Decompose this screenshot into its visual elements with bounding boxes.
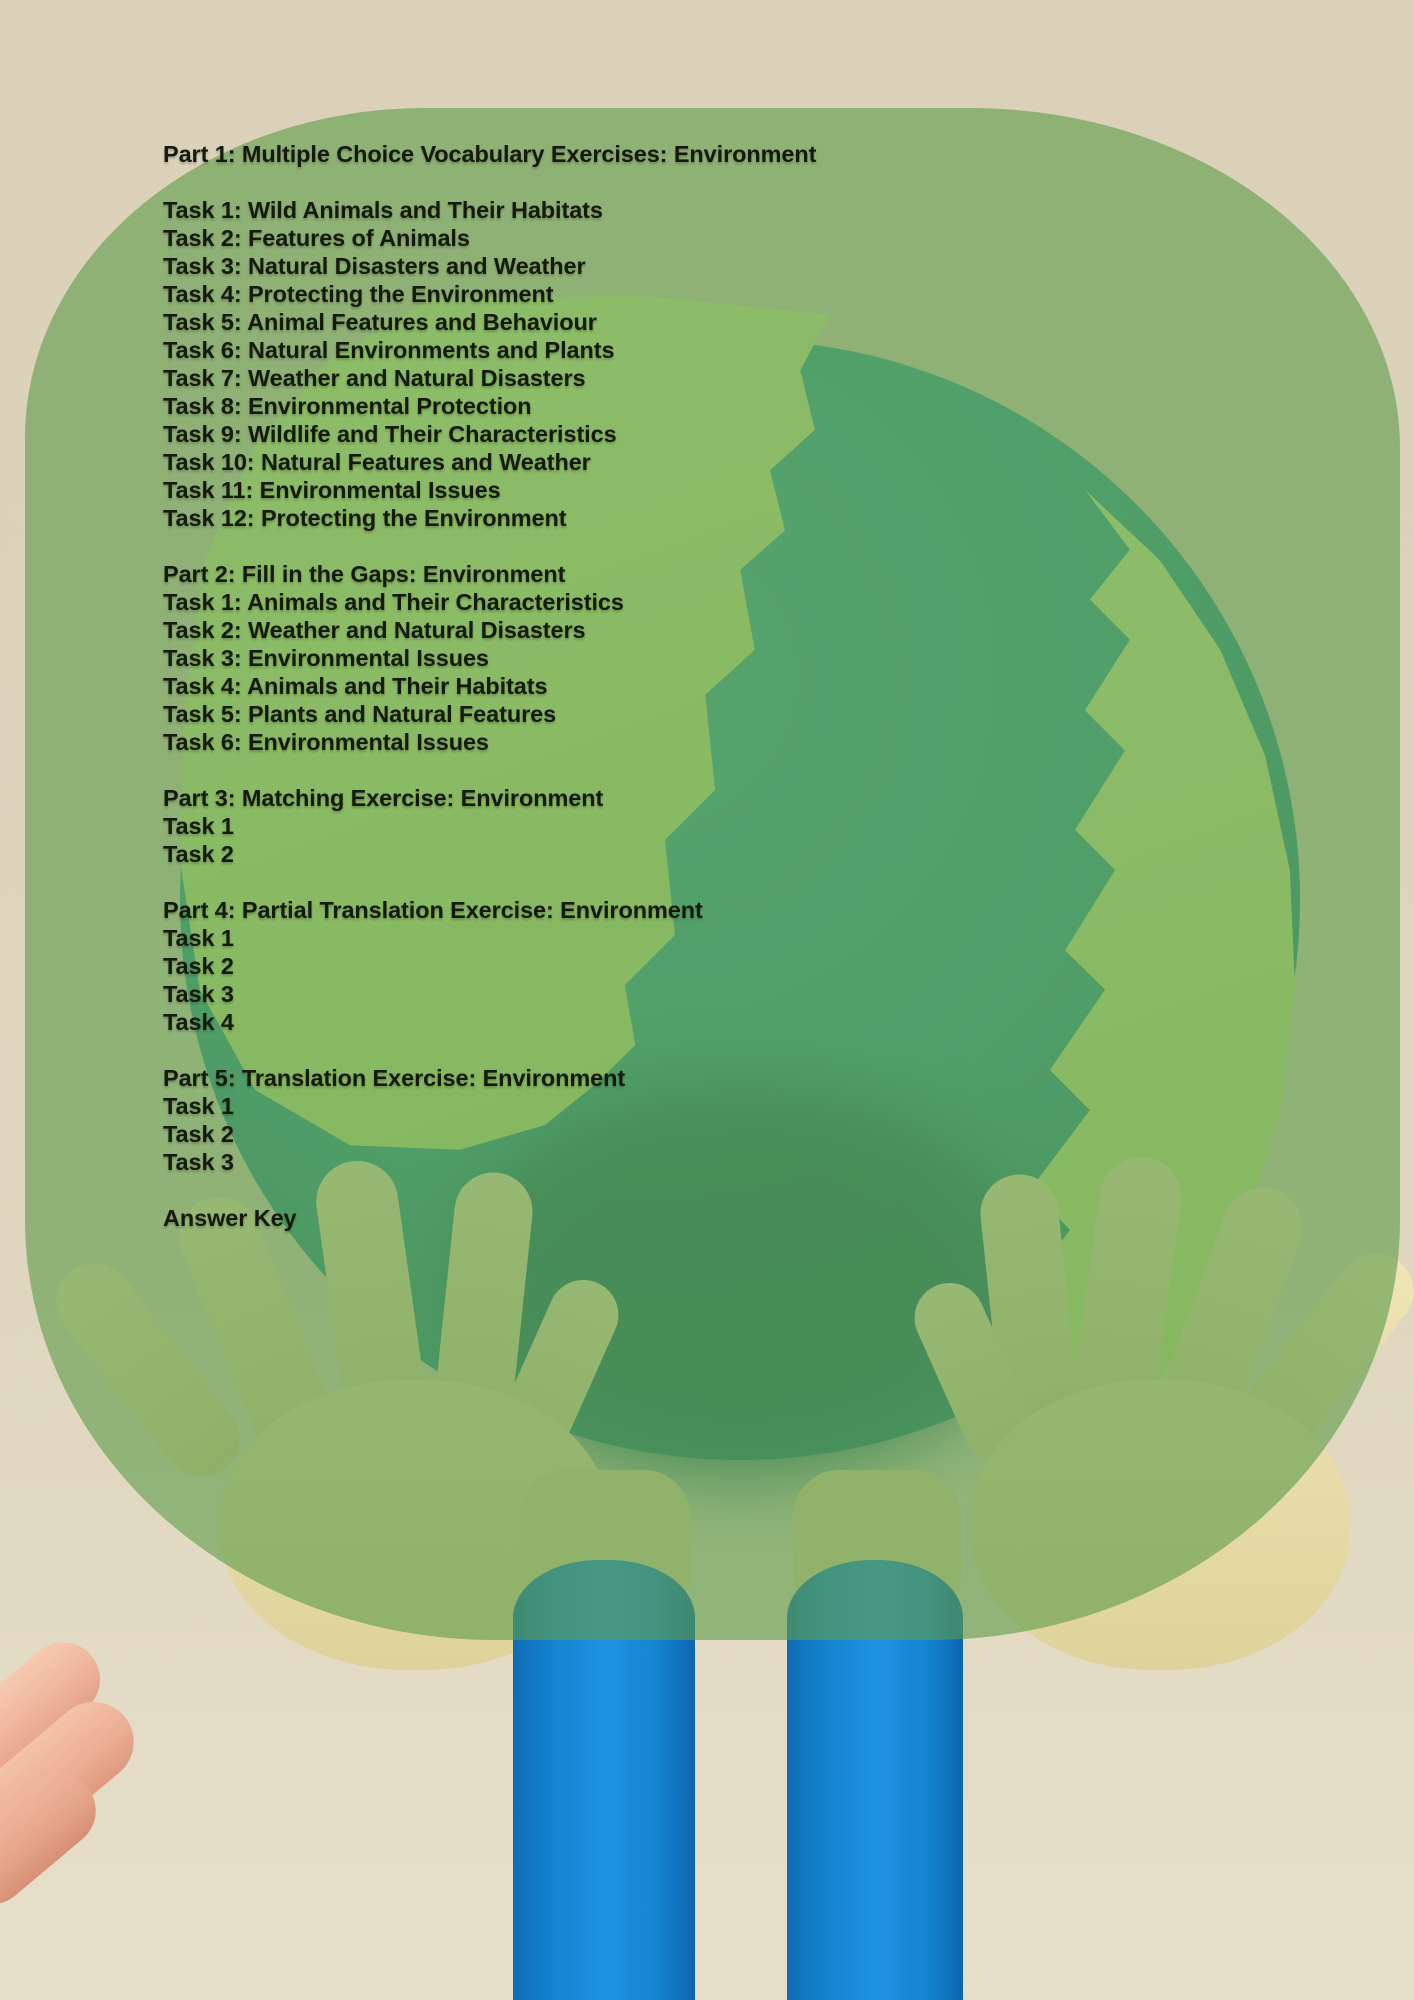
toc-part-heading: Part 4: Partial Translation Exercise: Environment [163,897,703,923]
toc-section [163,784,1213,868]
toc-section [163,1064,1213,1176]
toc-section [163,1204,1213,1232]
toc-task-item: Task 3: Natural Disasters and Weather [163,253,586,279]
toc-task-item: Task 2: Features of Animals [163,225,470,251]
toc-section [163,560,1213,756]
toc-task-item: Task 2: Weather and Natural Disasters [163,617,586,643]
toc-task-item: Task 2 [163,841,234,867]
toc-task-item: Task 4: Protecting the Environment [163,281,554,307]
toc-task-item: Task 8: Environmental Protection [163,393,532,419]
toc-section [163,896,1213,1036]
toc-part-heading: Answer Key [163,1205,297,1231]
toc-task-item: Task 6: Environmental Issues [163,729,489,755]
toc-task-item: Task 4: Animals and Their Habitats [163,673,548,699]
toc-task-item: Task 3: Environmental Issues [163,645,489,671]
toc-task-item: Task 2 [163,1121,234,1147]
toc-task-item: Task 1 [163,813,234,839]
toc-task-item: Task 5: Plants and Natural Features [163,701,557,727]
toc-task-item: Task 7: Weather and Natural Disasters [163,365,586,391]
toc-part-heading: Part 3: Matching Exercise: Environment [163,785,604,811]
toc-part-heading: Part 1: Multiple Choice Vocabulary Exercises: Environment [163,141,817,167]
toc-section [163,140,1213,532]
toc [163,140,1213,1260]
pink-hand-bottom-left [0,1652,182,1892]
toc-task-item: Task 1 [163,925,234,951]
toc-task-item: Task 5: Animal Features and Behaviour [163,309,597,335]
toc-task-item: Task 10: Natural Features and Weather [163,449,591,475]
toc-task-item: Task 3 [163,1149,234,1175]
toc-task-item: Task 1: Wild Animals and Their Habitats [163,197,603,223]
toc-task-item: Task 2 [163,953,234,979]
toc-task-item: Task 1: Animals and Their Characteristics [163,589,624,615]
toc-task-item: Task 4 [163,1009,234,1035]
toc-task-item: Task 11: Environmental Issues [163,477,501,503]
toc-task-item: Task 6: Natural Environments and Plants [163,337,615,363]
toc-task-item: Task 1 [163,1093,234,1119]
toc-task-item: Task 12: Protecting the Environment [163,505,567,531]
toc-part-heading: Part 5: Translation Exercise: Environment [163,1065,626,1091]
toc-task-item: Task 3 [163,981,234,1007]
toc-part-heading: Part 2: Fill in the Gaps: Environment [163,561,566,587]
toc-task-item: Task 9: Wildlife and Their Characteristics [163,421,617,447]
